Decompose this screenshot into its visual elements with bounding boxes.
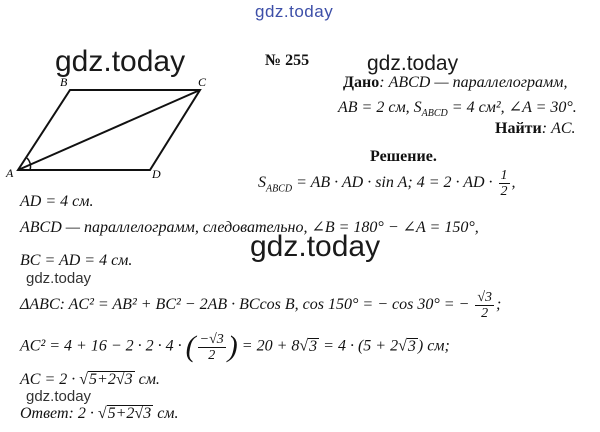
solution-line-4: BC = AD = 4 см. (20, 252, 133, 269)
vertex-label-b: B (60, 75, 68, 89)
answer-end: см. (153, 405, 179, 422)
line6-mid: = 20 + 8 (237, 337, 300, 355)
line7-end: см. (134, 371, 160, 388)
frac-num: −√3 (199, 331, 224, 347)
answer-label: Ответ (20, 405, 69, 422)
given-s: S (413, 99, 422, 116)
paren-open: ( (185, 330, 196, 363)
solution-line-1 (258, 168, 516, 199)
vertex-label-a: A (6, 166, 14, 180)
sqrt-content: 3 (407, 337, 416, 355)
watermark-right: gdz.today (367, 52, 459, 75)
find-label: Найти (495, 120, 542, 137)
solution-line-5 (20, 290, 501, 321)
line1-end: , (511, 174, 516, 192)
parallelogram-figure (0, 60, 230, 185)
watermark-large: gdz.today (55, 45, 186, 78)
vertex-label-c: C (198, 75, 207, 89)
answer-line (20, 405, 179, 423)
fraction-one-half (499, 168, 510, 199)
sqrt-content: 5+2√3 (89, 371, 133, 388)
given-text: : ABCD — параллелограмм, (379, 74, 568, 91)
solution-line-7 (20, 371, 160, 389)
sqrt-content: 3 (309, 337, 318, 355)
line1-rest: = AB · AD · sin A; 4 = 2 · AD · (292, 174, 493, 192)
frac-den: 2 (208, 347, 216, 363)
s-symbol: S (258, 174, 266, 192)
line7-start: AC = 2 · (20, 371, 76, 388)
frac-den: 2 (481, 306, 489, 321)
frac-num: √3 (477, 290, 492, 305)
diagonal-ac (18, 90, 200, 170)
given-line-2 (338, 97, 577, 119)
angle-a-arc (27, 158, 31, 170)
find-text: : AC. (541, 120, 576, 137)
watermark-top: gdz.today (255, 2, 334, 21)
line6-end: ) см; (417, 337, 450, 355)
find-line (495, 120, 576, 138)
vertex-label-d: D (152, 167, 161, 181)
sqrt-icon: √ (398, 337, 407, 355)
line5-start: ΔABC: AC² = AB² + BC² − 2AB · BCcos B, cos 150° = − cos 30° = − (20, 296, 470, 314)
solution-heading: Решение. (370, 148, 437, 165)
line6-mid2: = 4 · (5 + 2 (319, 337, 399, 355)
line5-end: ; (496, 296, 502, 314)
given-label: Дано (343, 74, 380, 91)
frac-den: 2 (500, 184, 508, 199)
watermark-center: gdz.today (250, 230, 381, 263)
sqrt-icon: √ (299, 337, 309, 355)
sqrt-content: 5+2√3 (107, 405, 152, 422)
problem-number: № 255 (265, 52, 310, 69)
watermark-small-left-bottom: gdz.today (26, 388, 92, 405)
watermark-small-left: gdz.today (26, 270, 92, 287)
sqrt-icon: √ (97, 405, 107, 422)
fraction-sqrt3-2 (475, 290, 494, 321)
frac-num: 1 (500, 168, 508, 183)
paren-close: ) (227, 330, 238, 363)
answer-start: : 2 · (68, 405, 94, 422)
solution-line-6 (20, 330, 450, 364)
solution-line-2: AD = 4 см. (20, 193, 94, 210)
given-line (343, 74, 567, 92)
given-rest: = 4 см², ∠A = 30°. (447, 99, 577, 116)
given-ab: AB = 2 см, (338, 99, 414, 116)
given-s-sub: ABCD (421, 108, 448, 120)
sqrt-icon: √ (79, 371, 89, 388)
fraction-minus-sqrt3-2 (198, 332, 226, 363)
solution-line-3: ABCD — параллелограмм, следовательно, ∠B = 180° − ∠A = 150°, (20, 219, 479, 236)
s-sub: ABCD (266, 183, 293, 195)
line6-start: AC² = 4 + 16 − 2 · 2 · 4 · (20, 337, 182, 355)
